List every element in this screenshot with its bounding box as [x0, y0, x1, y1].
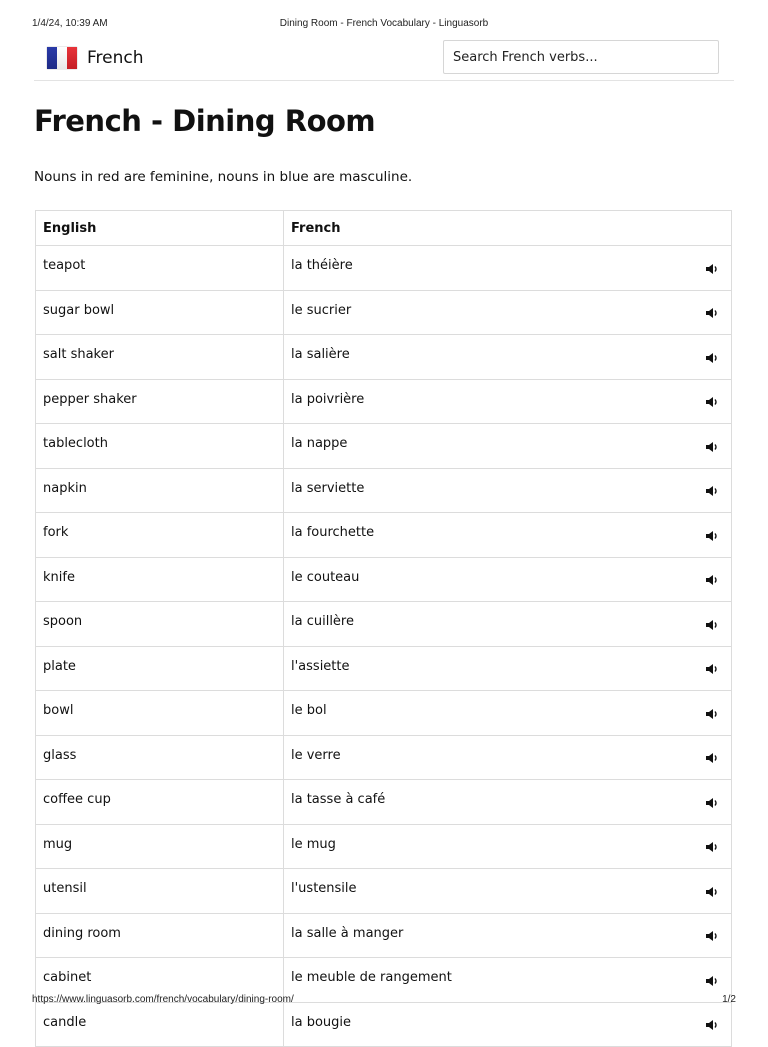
english-word: teapot [36, 246, 284, 291]
print-page-number: 1/2 [722, 994, 736, 1005]
speaker-icon[interactable] [705, 752, 719, 764]
table-header-row [36, 211, 732, 246]
french-word: la salle à manger [291, 925, 404, 941]
speaker-icon[interactable] [705, 930, 719, 942]
french-cell [284, 735, 732, 780]
english-word: salt shaker [36, 335, 284, 380]
print-header [32, 18, 736, 32]
english-word: sugar bowl [36, 290, 284, 335]
french-cell [284, 1002, 732, 1047]
vocabulary-rows [36, 246, 732, 1047]
speaker-icon[interactable] [705, 886, 719, 898]
french-word: l'assiette [291, 658, 350, 674]
brand-label: French [87, 48, 144, 68]
french-word: le meuble de rangement [291, 970, 452, 986]
english-word: candle [36, 1002, 284, 1047]
english-word: tablecloth [36, 424, 284, 469]
table-row [36, 335, 732, 380]
french-cell [284, 602, 732, 647]
table-row [36, 246, 732, 291]
speaker-icon[interactable] [705, 708, 719, 720]
french-flag-icon [47, 47, 77, 69]
english-word: mug [36, 824, 284, 869]
french-word: la serviette [291, 480, 365, 496]
speaker-icon[interactable] [705, 352, 719, 364]
english-word: cabinet [36, 958, 284, 1003]
french-cell [284, 780, 732, 825]
french-word: le sucrier [291, 302, 352, 318]
french-word: la fourchette [291, 525, 375, 541]
english-word: glass [36, 735, 284, 780]
vocabulary-table [35, 210, 732, 1047]
table-row [36, 646, 732, 691]
speaker-icon[interactable] [705, 485, 719, 497]
table-row [36, 290, 732, 335]
english-word: dining room [36, 913, 284, 958]
french-word: le mug [291, 836, 336, 852]
column-header-english: English [36, 211, 284, 246]
table-row [36, 913, 732, 958]
gender-legend-text: Nouns in red are feminine, nouns in blue are masculine. [34, 169, 413, 185]
column-header-french: French [284, 211, 732, 246]
speaker-icon[interactable] [705, 307, 719, 319]
table-row [36, 557, 732, 602]
english-word: pepper shaker [36, 379, 284, 424]
table-row [36, 513, 732, 558]
french-word: la salière [291, 347, 350, 363]
english-word: napkin [36, 468, 284, 513]
speaker-icon[interactable] [705, 975, 719, 987]
table-row [36, 735, 732, 780]
speaker-icon[interactable] [705, 530, 719, 542]
table-row [36, 468, 732, 513]
speaker-icon[interactable] [705, 396, 719, 408]
english-word: utensil [36, 869, 284, 914]
french-cell [284, 824, 732, 869]
speaker-icon[interactable] [705, 841, 719, 853]
french-word: le bol [291, 703, 327, 719]
french-cell [284, 691, 732, 736]
english-word: knife [36, 557, 284, 602]
french-word: la tasse à café [291, 792, 386, 808]
french-cell [284, 379, 732, 424]
table-row [36, 869, 732, 914]
english-word: plate [36, 646, 284, 691]
speaker-icon[interactable] [705, 663, 719, 675]
french-cell [284, 424, 732, 469]
french-word: le couteau [291, 569, 360, 585]
search-verbs-input[interactable] [443, 40, 719, 74]
english-word: fork [36, 513, 284, 558]
french-word: l'ustensile [291, 881, 357, 897]
french-cell [284, 513, 732, 558]
brand-home-link[interactable] [47, 47, 144, 69]
site-header [34, 38, 734, 81]
french-word: la cuillère [291, 614, 354, 630]
table-row [36, 424, 732, 469]
french-cell [284, 290, 732, 335]
french-word: la nappe [291, 436, 348, 452]
speaker-icon[interactable] [705, 619, 719, 631]
french-cell [284, 557, 732, 602]
table-row [36, 824, 732, 869]
speaker-icon[interactable] [705, 441, 719, 453]
french-word: la théière [291, 258, 353, 274]
french-cell [284, 246, 732, 291]
print-url: https://www.linguasorb.com/french/vocabulary/dining-room/ [32, 994, 294, 1005]
french-word: le verre [291, 747, 341, 763]
print-footer [32, 994, 736, 1008]
page-title: French - Dining Room [34, 104, 376, 138]
print-page-title: Dining Room - French Vocabulary - Linguasorb [279, 18, 489, 29]
french-cell [284, 335, 732, 380]
table-row [36, 379, 732, 424]
speaker-icon[interactable] [705, 263, 719, 275]
french-word: la bougie [291, 1014, 352, 1030]
speaker-icon[interactable] [705, 1019, 719, 1031]
speaker-icon[interactable] [705, 574, 719, 586]
english-word: coffee cup [36, 780, 284, 825]
table-row [36, 691, 732, 736]
french-cell [284, 646, 732, 691]
speaker-icon[interactable] [705, 797, 719, 809]
table-row [36, 1002, 732, 1047]
english-word: spoon [36, 602, 284, 647]
print-datetime: 1/4/24, 10:39 AM [32, 18, 108, 29]
french-cell [284, 913, 732, 958]
french-cell [284, 468, 732, 513]
french-cell [284, 869, 732, 914]
english-word: bowl [36, 691, 284, 736]
table-row [36, 602, 732, 647]
french-word: la poivrière [291, 391, 365, 407]
table-row [36, 780, 732, 825]
